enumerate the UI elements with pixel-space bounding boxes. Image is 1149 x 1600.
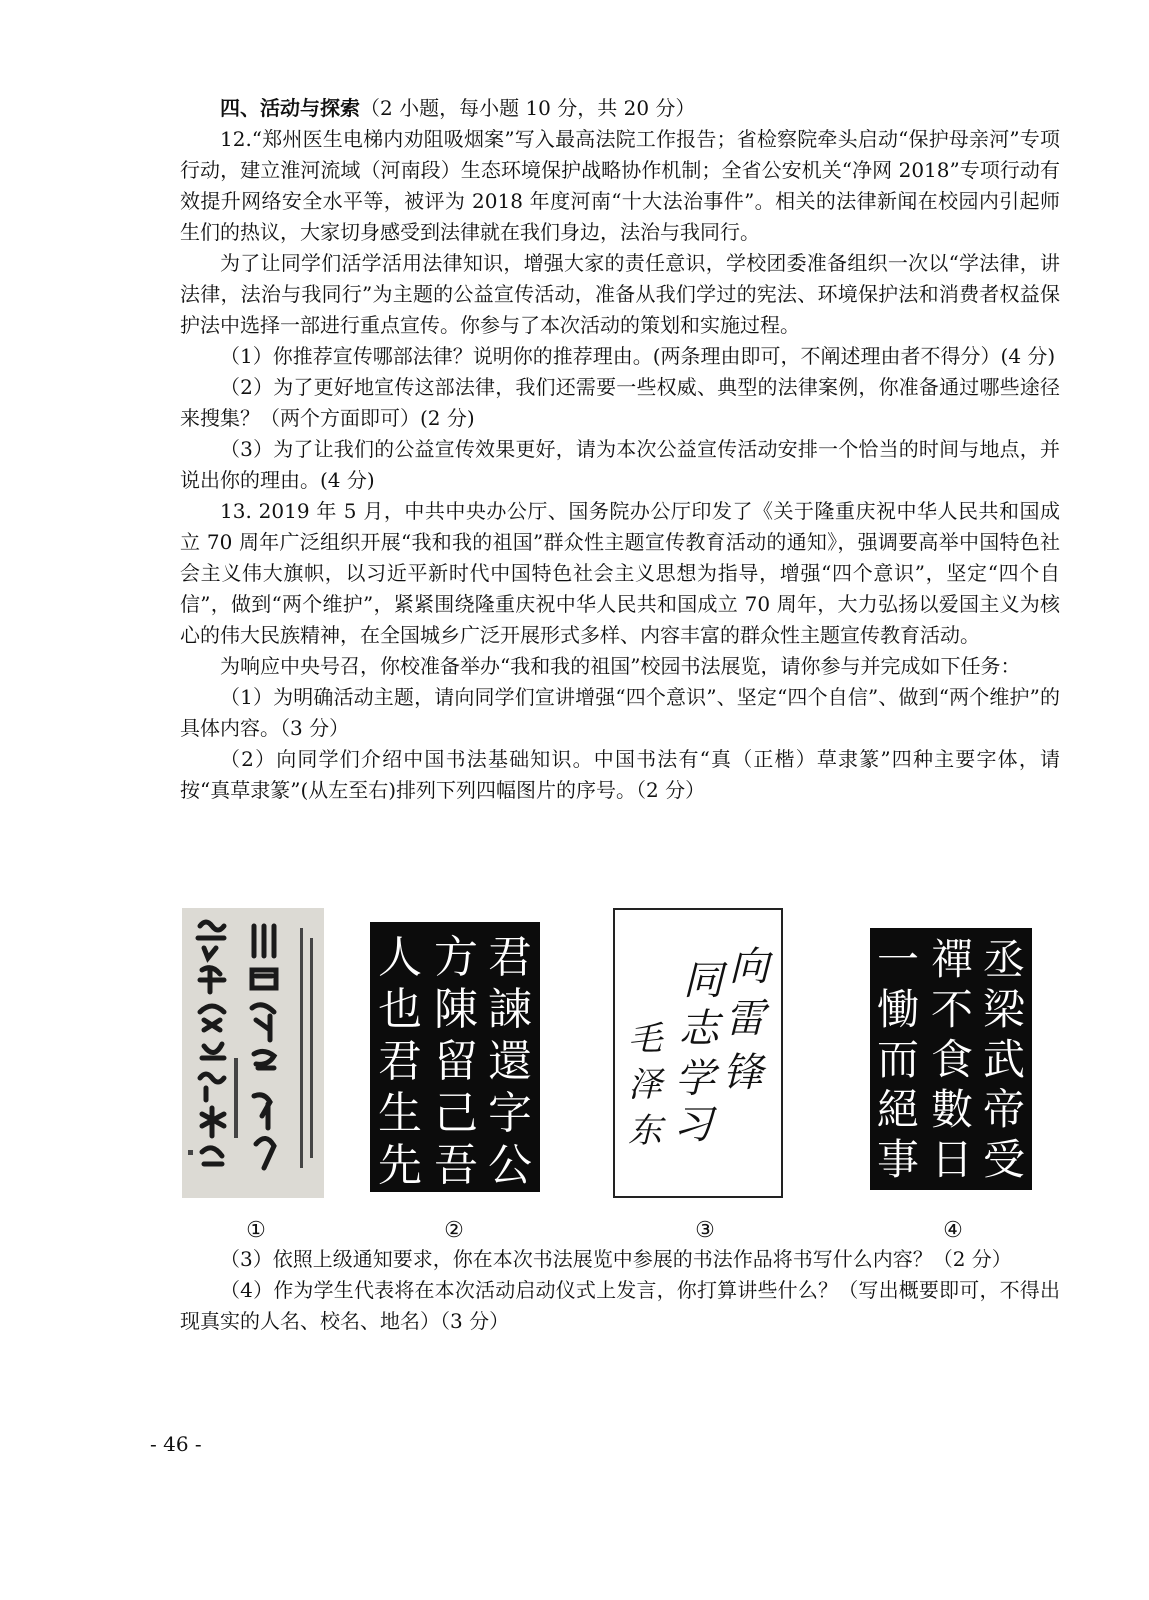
image-label-3: ③: [695, 1218, 715, 1243]
section-text-top: [180, 93, 1060, 806]
regular-script-drawing: [870, 928, 1032, 1190]
img2-char: 生: [378, 1088, 422, 1139]
seal-script-drawing: [182, 908, 324, 1198]
img2-char: 人: [378, 932, 422, 983]
img3-char: 向: [729, 944, 769, 990]
q12-sub1: （1）你推荐宣传哪部法律？说明你的推荐理由。(两条理由即可，不阐述理由者不得分）(4 分): [220, 344, 1056, 368]
calligraphy-image-2-clerical-script: [370, 922, 540, 1192]
img3-char: 泽: [628, 1065, 662, 1105]
img2-char: 還: [488, 1036, 532, 1087]
img4-char: 受: [982, 1135, 1026, 1184]
img2-char: 吾: [434, 1140, 478, 1191]
img2-char: 陳: [434, 984, 478, 1035]
clerical-script-drawing: [370, 922, 540, 1192]
img2-char: 君: [378, 1036, 422, 1087]
section-text-bottom: [180, 1244, 1060, 1337]
calligraphy-image-4-regular-script: [870, 928, 1032, 1190]
img4-char: 武: [982, 1035, 1026, 1084]
img2-char: 君: [488, 932, 532, 983]
img4-char: 數: [930, 1085, 974, 1134]
img4-char: 慟: [876, 985, 920, 1034]
q13-context: 为响应中央号召，你校准备举办“我和我的祖国”校园书法展览，请你参与并完成如下任务：: [220, 654, 1021, 678]
image-label-4: ④: [943, 1218, 963, 1243]
img2-char: 己: [434, 1088, 478, 1139]
q13-sub3: （3）依照上级通知要求，你在本次书法展览中参展的书法作品将书写什么内容？（2 分）: [220, 1247, 1012, 1271]
q13-intro: 13. 2019 年 5 月，中共中央办公厅、国务院办公厅印发了《关于隆重庆祝中华人民共和国成立 70 周年广泛组织开展“我和我的祖国”群众性主题宣传教育活动的通知》，强调要高举中国特色社会主义伟大旗帜，以习近平新时代中国特色社会主义思想为指导，增强“四个意识”，坚定“四个自信”，做到“两个维护”，紧紧围绕隆重庆祝中华人民共和国成立 70 周年，大力弘扬以爱国主义为核心的伟大民族精神，在全国城乡广泛开展形式多样、内容丰富的群众性主题宣传教育活动。: [180, 499, 1060, 647]
img3-char: 志: [679, 1006, 719, 1052]
img4-char: 絕: [876, 1085, 920, 1134]
img4-char: 不: [930, 985, 974, 1034]
img3-char: 习: [673, 1102, 713, 1148]
img4-char: 而: [876, 1035, 920, 1084]
calligraphy-image-3-cursive-script: [613, 908, 783, 1198]
img3-char: 学: [675, 1056, 715, 1102]
q13-sub1: （1）为明确活动主题，请向同学们宣讲增强“四个意识”、坚定“四个自信”、做到“两个维护”的具体内容。（3 分）: [180, 685, 1060, 740]
q13-sub4: （4）作为学生代表将在本次活动启动仪式上发言，你打算讲些什么？（写出概要即可，不得出现真实的人名、校名、地名）（3 分）: [180, 1278, 1060, 1333]
image-label-2: ②: [444, 1218, 464, 1243]
page-number: - 46 -: [150, 1432, 202, 1456]
img2-char: 字: [488, 1088, 532, 1139]
section-heading-points: （2 小题，每小题 10 分，共 20 分）: [360, 96, 696, 120]
image-labels: [180, 1218, 1060, 1246]
img3-char: 锋: [723, 1050, 763, 1096]
img3-char: 毛: [628, 1019, 662, 1059]
img4-char: 禪: [930, 935, 974, 984]
img3-char: 同: [683, 958, 723, 1004]
section-heading: 四、活动与探索（2 小题，每小题 10 分，共 20 分）: [220, 96, 696, 120]
img4-char: 丞: [982, 935, 1026, 984]
img4-char: 事: [876, 1135, 920, 1184]
q12-sub2: （2）为了更好地宣传这部法律，我们还需要一些权威、典型的法律案例，你准备通过哪些途径来搜集？（两个方面即可）(2 分): [180, 375, 1060, 430]
img4-char: 食: [930, 1035, 974, 1084]
img3-char: 雷: [725, 996, 765, 1042]
img4-char: 梁: [982, 985, 1026, 1034]
q12-context: 为了让同学们活学活用法律知识，增强大家的责任意识，学校团委准备组织一次以“学法律，讲法律，法治与我同行”为主题的公益宣传活动，准备从我们学过的宪法、环境保护法和消费者权益保护法中选择一部进行重点宣传。你参与了本次活动的策划和实施过程。: [180, 251, 1060, 337]
q12-intro: 12.“郑州医生电梯内劝阻吸烟案”写入最高法院工作报告；省检察院牵头启动“保护母亲河”专项行动，建立淮河流域（河南段）生态环境保护战略协作机制；全省公安机关“净网 2018”专项行动有效提升网络安全水平等，被评为 2018 年度河南“十大法治事件”。相关的法律新闻在校园内引起师生们的热议，大家切身感受到法律就在我们身边，法治与我同行。: [180, 127, 1060, 244]
img2-char: 公: [488, 1140, 532, 1191]
img2-char: 方: [434, 932, 478, 983]
img2-char: 留: [434, 1036, 478, 1087]
img3-char: 东: [628, 1111, 662, 1151]
image-label-1: ①: [246, 1218, 266, 1243]
q12-sub3: （3）为了让我们的公益宣传效果更好，请为本次公益宣传活动安排一个恰当的时间与地点，并说出你的理由。(4 分): [180, 437, 1060, 492]
calligraphy-images: [180, 908, 1060, 1208]
q13-sub2: （2）向同学们介绍中国书法基础知识。中国书法有“真（正楷）草隶篆”四种主要字体，请按“真草隶篆”(从左至右)排列下列四幅图片的序号。（2 分）: [180, 747, 1060, 802]
img2-char: 也: [378, 984, 422, 1035]
img4-char: 一: [876, 935, 920, 984]
cursive-script-drawing: [615, 910, 781, 1196]
img2-char: 諫: [488, 984, 532, 1035]
img2-char: 先: [378, 1140, 422, 1191]
img4-char: 帝: [982, 1085, 1026, 1134]
calligraphy-image-1-seal-script: [182, 908, 324, 1198]
img4-char: 日: [930, 1135, 974, 1184]
